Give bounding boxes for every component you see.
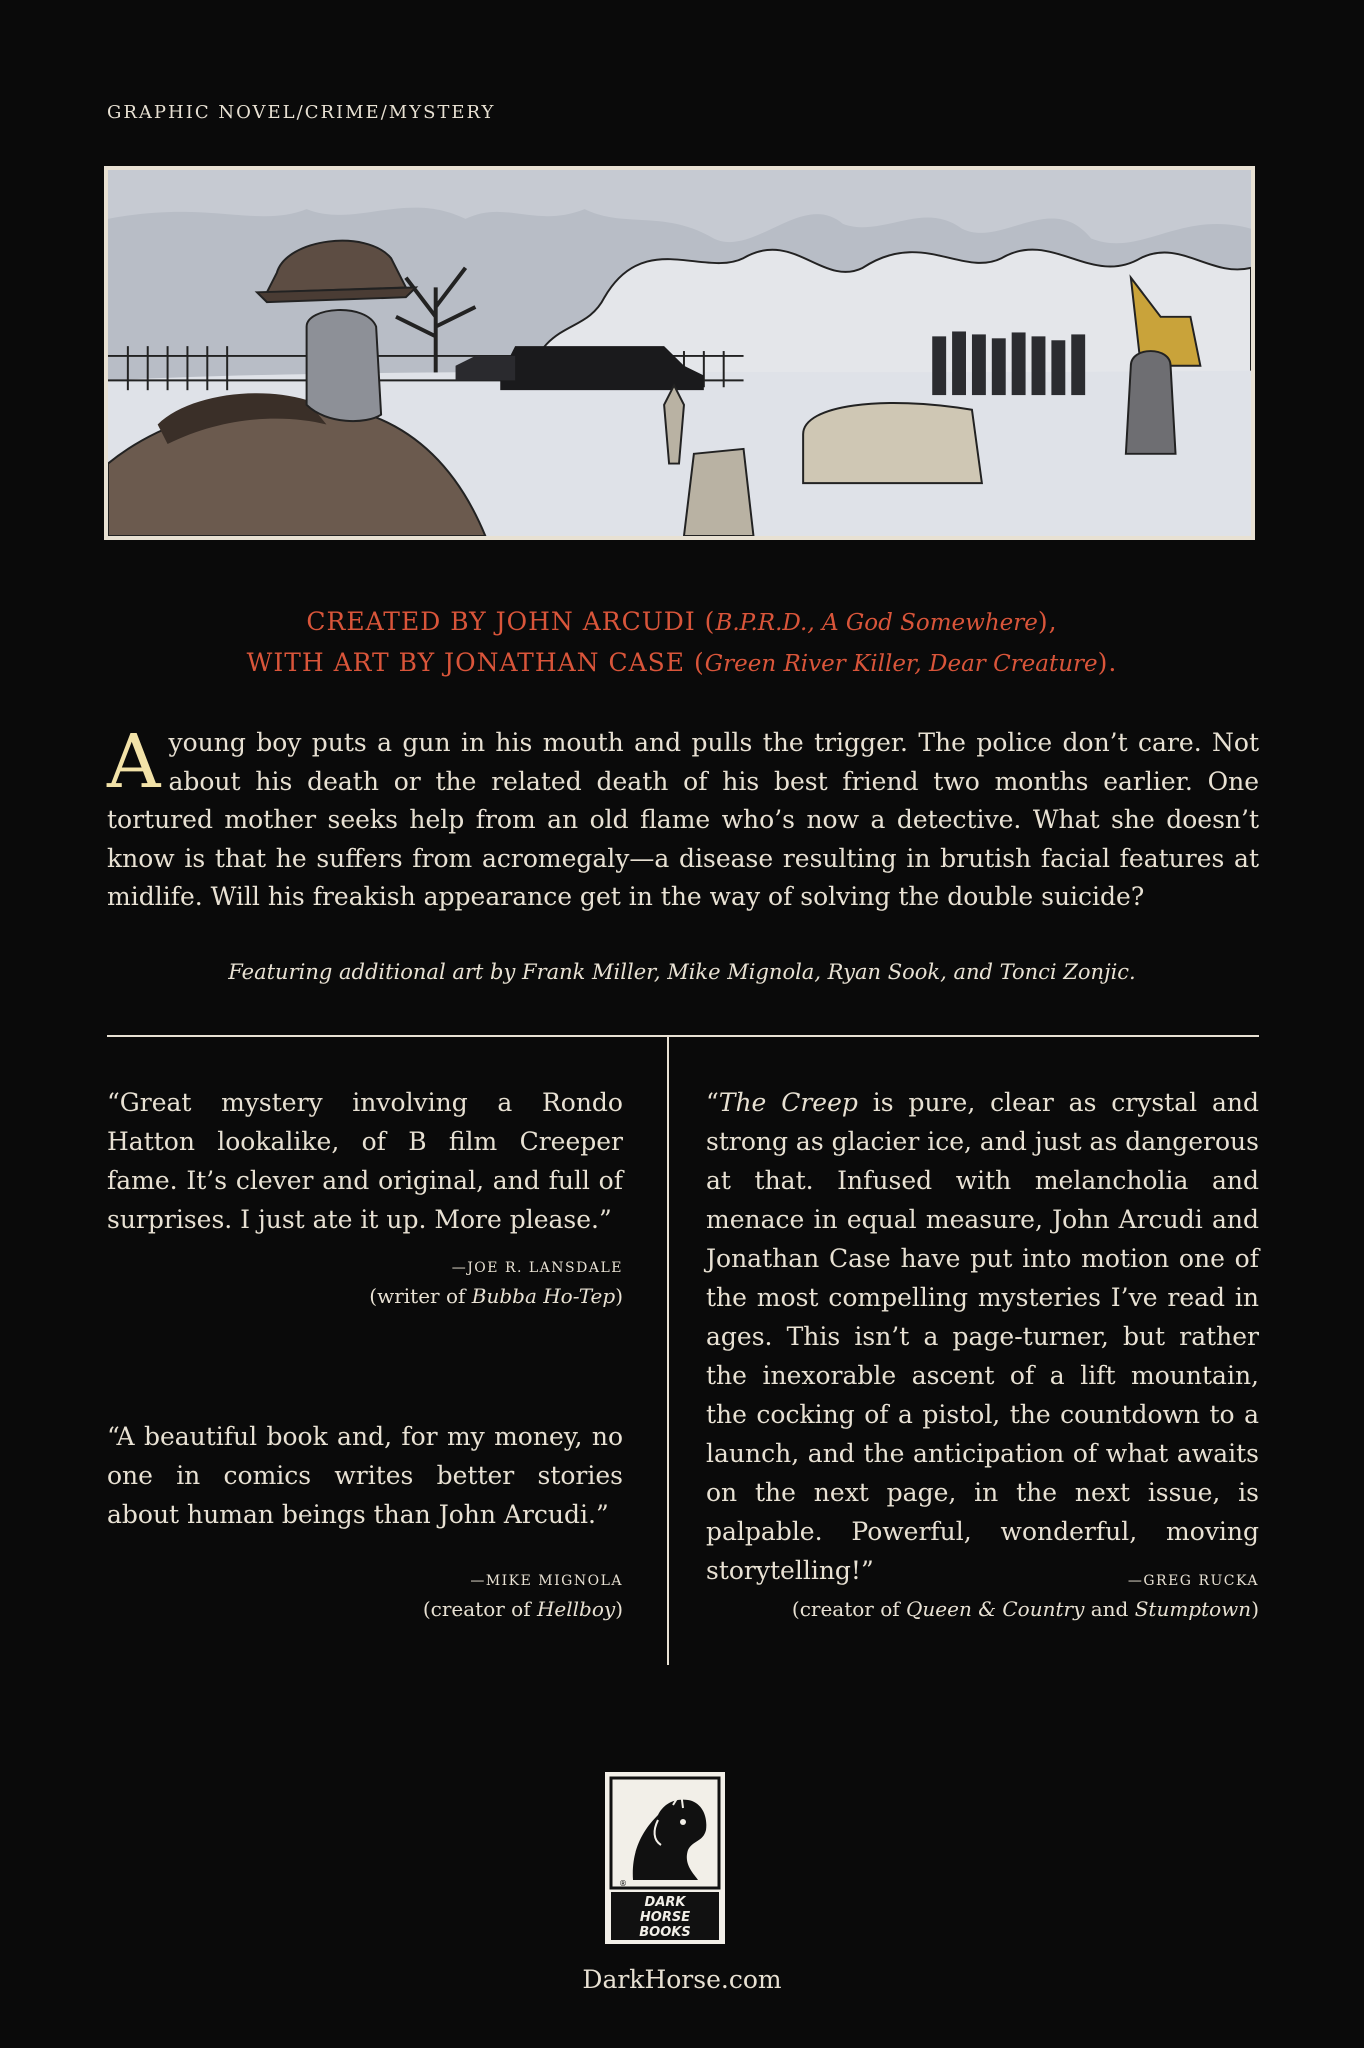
synopsis-paragraph: [107, 719, 1259, 917]
review-attribution-rucka: [706, 1568, 1259, 1624]
reviewer-role: (creator of Hellboy): [422, 1597, 623, 1621]
creator-credit-works: B.P.R.D., A God Somewhere: [715, 610, 1038, 636]
synopsis-dropcap: A: [107, 719, 161, 805]
artist-credit-suffix: ).: [1097, 648, 1118, 677]
reviewer-name: —JOE R. LANSDALE: [451, 1260, 623, 1276]
registered-mark: ®: [619, 1879, 627, 1888]
synopsis-text: young boy puts a gun in his mouth and pulls the trigger. The police don’t care. Not about his death or the related death of his best friend two months earlier. One tortured mother seeks help from an old flame who’s now a detective. What she doesn’t know is that he suffers from acromegaly—a disease resulting in brutish facial features at midlife. Will his freakish appearance get in the way of solving the double suicide?: [107, 728, 1259, 911]
dark-horse-logo: [603, 1770, 727, 1946]
logo-line-dark: DARK: [644, 1895, 686, 1910]
review-quote-rucka: “The Creep is pure, clear as crystal and strong as glacier ice, and just as dangerous at that. Infused with melancholia and menace in equal measure, John Arcudi and Jonathan Case have put into motion one of the most compelling mysteries I’ve read in ages. This isn’t a page-turner, but rather the inexorable ascent of a lift mountain, the cocking of a pistol, the countdown to a launch, and the anticipation of what awaits on the next page, in the next issue, is palpable. Powerful, wonderful, moving storytelling!”: [706, 1088, 1259, 1585]
logo-line-books: BOOKS: [639, 1925, 691, 1940]
logo-line-horse: HORSE: [639, 1910, 691, 1925]
review-quote-mignola: “A beautiful book and, for my money, no one in comics writes better stories about human beings than John Arcudi.”: [107, 1422, 623, 1529]
reviewer-role: (writer of Bubba Ho-Tep): [369, 1284, 623, 1308]
reviewer-name: —MIKE MIGNOLA: [470, 1573, 623, 1589]
review-attribution-lansdale: [107, 1255, 623, 1311]
reviewer-name: —GREG RUCKA: [1127, 1573, 1259, 1589]
reviewer-role: (creator of Queen & Country and Stumptown): [791, 1597, 1259, 1621]
artist-credit-works: Green River Killer, Dear Creature: [704, 651, 1098, 677]
creator-credit-suffix: ),: [1037, 607, 1058, 636]
publisher-website-link[interactable]: DarkHorse.com: [582, 1965, 782, 1994]
genre-label: GRAPHIC NOVEL/CRIME/MYSTERY: [107, 102, 496, 123]
cemetery-illustration: [108, 170, 1251, 536]
horizontal-divider: [107, 1035, 1259, 1037]
additional-art-credit: Featuring additional art by Frank Miller, Mike Mignola, Ryan Sook, and Tonci Zonjic.: [228, 960, 1136, 984]
review-quote-lansdale: “Great mystery involving a Rondo Hatton lookalike, of B film Creeper fame. It’s clever and original, and full of surprises. I just ate it up. More please.”: [107, 1088, 623, 1234]
review-attribution-mignola: [107, 1568, 623, 1624]
creator-credit-prefix: CREATED BY JOHN ARCUDI (: [306, 607, 716, 636]
artist-credit-line: [0, 648, 1364, 677]
creator-credit-line: [0, 607, 1364, 636]
vertical-divider: [667, 1037, 669, 1665]
cover-illustration-panel: [104, 166, 1255, 540]
artist-credit-prefix: WITH ART BY JONATHAN CASE (: [246, 648, 705, 677]
